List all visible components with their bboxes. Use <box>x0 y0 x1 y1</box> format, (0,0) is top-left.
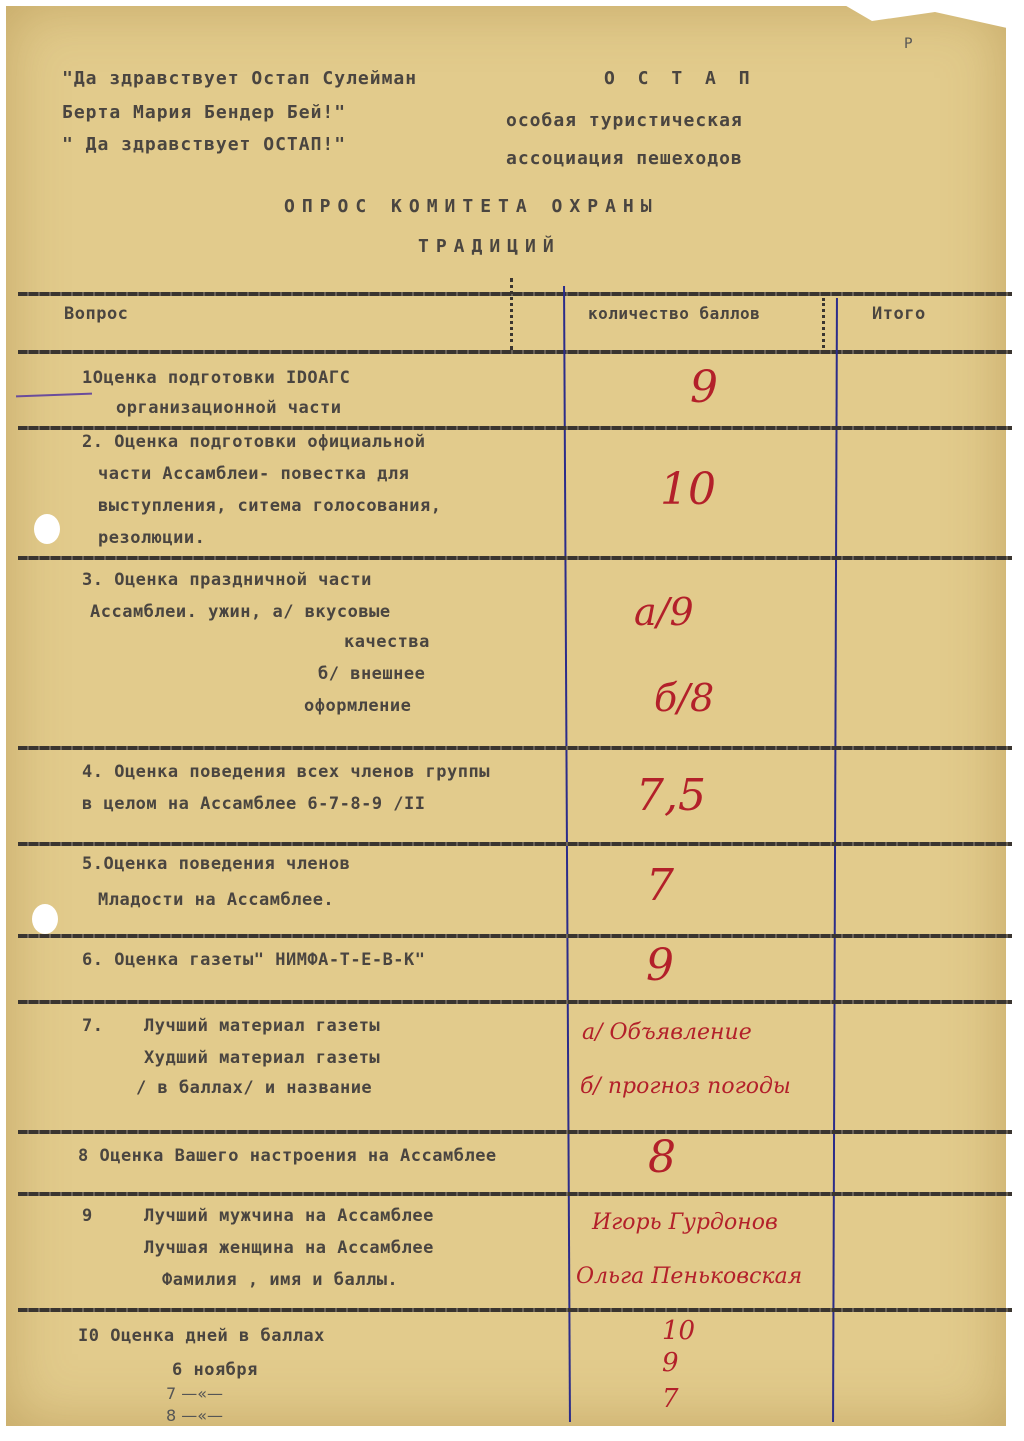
q10-line-2: 6 ноября <box>172 1360 258 1380</box>
org-desc-1: особая туристическая <box>506 110 743 131</box>
score-8: 8 <box>648 1132 676 1183</box>
score-4: 7,5 <box>636 770 706 821</box>
q7-line-1: Лучший материал газеты <box>144 1016 381 1036</box>
score-column-right-line <box>832 298 838 1422</box>
punch-hole-top <box>34 514 60 544</box>
score-7a: а/ Объявление <box>582 1020 752 1045</box>
document-title-1: ОПРОС КОМИТЕТА ОХРАНЫ <box>284 196 659 217</box>
q4-line-2: в целом на Ассамблее 6-7-8-9 /II <box>82 794 426 814</box>
q1-line-1: 1Оценка подготовки IDОАГС <box>82 368 351 388</box>
typed-divider <box>510 278 513 350</box>
row-6-rule <box>18 1000 1012 1004</box>
score-10b: 9 <box>662 1348 679 1378</box>
score-3b: б/8 <box>654 676 715 720</box>
q3-line-5: оформление <box>304 696 412 716</box>
row-8-rule <box>18 1192 1012 1196</box>
pencil-mark-2: 8 —«— <box>166 1406 224 1425</box>
q6-line-1: 6. Оценка газеты" НИМФА-Т-Е-В-К" <box>82 950 426 970</box>
score-5: 7 <box>646 860 674 911</box>
document-sheet <box>6 6 1006 1426</box>
q7-number: 7. <box>82 1016 104 1036</box>
score-6: 9 <box>646 940 674 991</box>
q7-line-3: / в баллах/ и название <box>136 1078 373 1098</box>
score-9a: Игорь Гурдонов <box>592 1210 778 1235</box>
q2-line-1: 2. Оценка подготовки официальной <box>82 432 426 452</box>
q5-line-1: 5.Оценка поведения членов <box>82 854 351 874</box>
q2-line-2: части Ассамблеи- повестка для <box>98 464 410 484</box>
slogan-line-3: " Да здравствует ОСТАП!" <box>62 134 347 155</box>
score-1: 9 <box>690 362 718 413</box>
row-9-rule <box>18 1308 1012 1312</box>
q9-number: 9 <box>82 1206 93 1226</box>
slogan-line-1: "Да здравствует Остап Сулейман <box>62 68 418 89</box>
q2-line-4: резолюции. <box>98 528 206 548</box>
header-bottom-rule <box>18 350 1012 354</box>
column-header-question: Вопрос <box>64 304 129 324</box>
corner-mark: Р <box>904 36 913 52</box>
q3-line-4: б/ внешнее <box>318 664 426 684</box>
row-2-rule <box>18 556 1012 560</box>
q4-line-1: 4. Оценка поведения всех членов группы <box>82 762 490 782</box>
q1-line-2: организационной части <box>116 398 342 418</box>
column-header-score: количество баллов <box>588 304 761 323</box>
row-5-rule <box>18 934 1012 938</box>
score-3a: а/9 <box>634 590 694 634</box>
document-title-2: ТРАДИЦИЙ <box>418 236 561 257</box>
punch-hole-bottom <box>32 904 58 934</box>
q10-line-1: I0 Оценка дней в баллах <box>78 1326 325 1346</box>
pencil-mark-1: 7 —«— <box>166 1384 224 1403</box>
q3-line-1: 3. Оценка праздничной части <box>82 570 372 590</box>
org-desc-2: ассоциация пешеходов <box>506 148 743 169</box>
row-7-rule <box>18 1130 1012 1134</box>
stray-pen-mark <box>16 393 92 398</box>
q8-line-1: 8 Оценка Вашего настроения на Ассамблее <box>78 1146 497 1166</box>
slogan-line-2: Берта Мария Бендер Бей!" <box>62 102 347 123</box>
table-top-rule <box>18 292 1012 296</box>
score-7b: б/ прогноз погоды <box>580 1074 791 1099</box>
q3-line-2: Ассамблеи. ужин, а/ вкусовые <box>90 602 391 622</box>
q9-line-1: Лучший мужчина на Ассамблее <box>144 1206 434 1226</box>
row-4-rule <box>18 842 1012 846</box>
q7-line-2: Худший материал газеты <box>144 1048 381 1068</box>
score-column-left-line <box>563 286 571 1422</box>
typed-divider-2 <box>822 298 825 354</box>
torn-corner <box>836 0 1016 30</box>
org-name: О С Т А П <box>604 68 756 89</box>
score-10a: 10 <box>662 1316 696 1346</box>
score-10c: 7 <box>662 1384 679 1414</box>
column-header-total: Итого <box>872 304 926 324</box>
q9-line-2: Лучшая женщина на Ассамблее <box>144 1238 434 1258</box>
row-3-rule <box>18 746 1012 750</box>
row-1-rule <box>18 426 1012 430</box>
score-2: 10 <box>660 464 716 515</box>
score-9b: Ольга Пеньковская <box>576 1264 803 1289</box>
q3-line-3: качества <box>344 632 430 652</box>
q2-line-3: выступления, ситема голосования, <box>98 496 442 516</box>
q9-line-3: Фамилия , имя и баллы. <box>162 1270 399 1290</box>
q5-line-2: Младости на Ассамблее. <box>98 890 335 910</box>
